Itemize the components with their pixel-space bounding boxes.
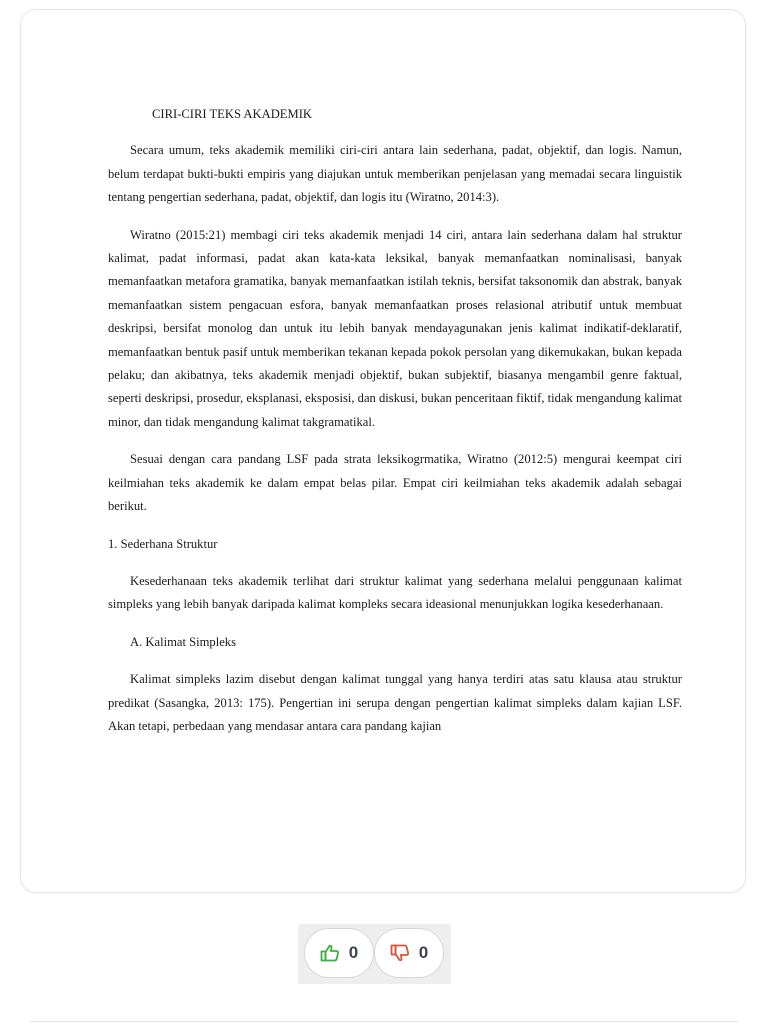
paragraph: Wiratno (2015:21) membagi ciri teks akademik menjadi 14 ciri, antara lain sederhana dalam hal struktur kalimat, padat informasi, padat akan kata-kata leksikal, banyak memanfaatkan nominalisasi, banyak memanfaatkan metafora gramatika, banyak memanfaatkan istilah teknis, bersifat taksonomik dan abstrak, banyak memanfaatkan sistem pengacuan esfora, banyak memanfaatkan proses relasional atributif untuk membuat deskripsi, bersifat monolog dan untuk itu lebih banyak mendayagunakan jenis kalimat indikatif-deklaratif, memanfaatkan bentuk pasif untuk memberikan tekanan kepada pokok persolan yang dikemukakan, bukan kepada pelaku; dan akibatnya, teks akademik menjadi objektif, bukan subjektif, biasanya mengambil genre faktual, seperti deskripsi, prosedur, eksplanasi, eksposisi, dan diskusi, bukan penceritaan fiktif, tidak mengandung kalimat minor, dan tidak mengandung kalimat takgramatikal. xyxy=(108,227,682,429)
paragraph: Secara umum, teks akademik memiliki ciri-ciri antara lain sederhana, padat, objektif, dan logis. Namun, belum terdapat bukti-bukti empiris yang diajukan untuk memberikan penjelasan yang memadai secara linguistik tentang pengertian sederhana, padat, objektif, dan logis itu (Wiratno, 2014:3). xyxy=(108,143,682,205)
like-count: 0 xyxy=(348,943,359,962)
vote-bar xyxy=(298,924,451,984)
thumbs-up-icon xyxy=(320,944,340,962)
like-button[interactable] xyxy=(304,928,374,978)
document-page xyxy=(20,9,746,893)
dislike-count: 0 xyxy=(418,943,429,962)
document-title: CIRI-CIRI TEKS AKADEMIK xyxy=(152,107,312,121)
subsection-heading: A. Kalimat Simpleks xyxy=(130,634,236,649)
document-content xyxy=(108,103,682,752)
thumbs-down-icon xyxy=(390,944,410,962)
dislike-button[interactable] xyxy=(374,928,444,978)
paragraph: Kalimat simpleks lazim disebut dengan kalimat tunggal yang hanya terdiri atas satu klausa atau struktur predikat (Sasangka, 2013: 175). Pengertian ini serupa dengan pengertian kalimat simpleks dalam kajian LSF. Akan tetapi, perbedaan yang mendasar antara cara pandang kajian xyxy=(108,672,682,733)
paragraph: Sesuai dengan cara pandang LSF pada strata leksikogrmatika, Wiratno (2012:5) mengurai keempat ciri keilmiahan teks akademik ke dalam empat belas pilar. Empat ciri keilmiahan teks akademik adalah sebagai berikut. xyxy=(108,452,682,514)
paragraph: Kesederhanaan teks akademik terlihat dari struktur kalimat yang sederhana melalui penggunaan kalimat simpleks yang lebih banyak daripada kalimat kompleks secara ideasional menunjukkan logika kesederhanaan. xyxy=(108,573,682,612)
section-heading: 1. Sederhana Struktur xyxy=(108,536,218,551)
divider xyxy=(30,1021,738,1022)
